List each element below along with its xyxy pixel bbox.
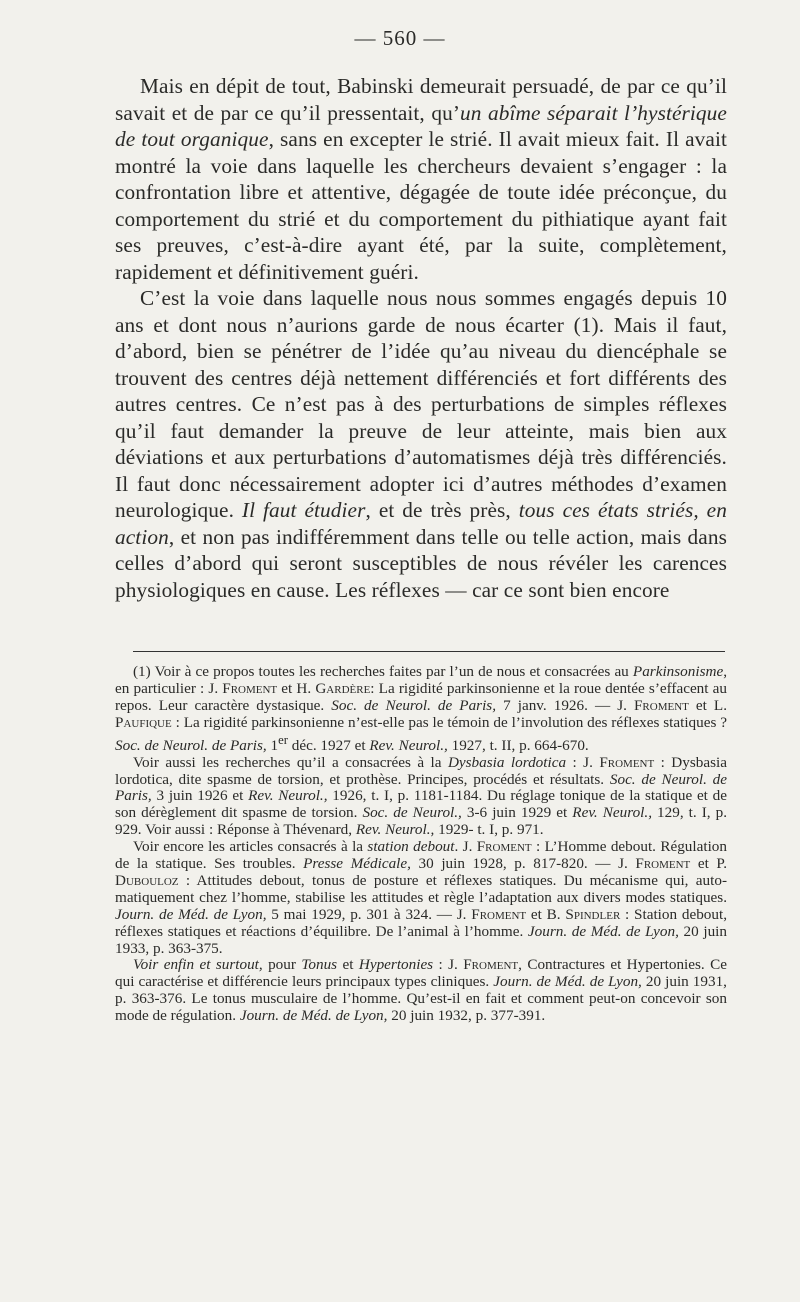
text-run: Mais en dépit de tout, Babinski demeurait persuadé, de par ce qu’il savait et de par ce qu’il pressentait, qu’ — [115, 74, 727, 125]
italic-run: Journ. de Méd. de Lyon, — [527, 922, 679, 940]
author-name: Froment — [222, 679, 278, 697]
text-run: 30 juin 1928, p. 817-820. — J. — [410, 855, 636, 873]
text-run: . J. — [454, 838, 477, 856]
italic-run: Soc. de Neurol., — [362, 804, 462, 822]
text-run: 1929- t. I, p. 971. — [434, 821, 544, 839]
text-run: 3 juin 1926 et — [151, 787, 249, 805]
italic-run: Journ. de Méd. de Lyon, — [493, 973, 642, 991]
text-run: Voir aussi les recherches qu’il a consacrées à la — [133, 753, 448, 771]
paragraph-1 — [115, 73, 727, 285]
italic-run: Tonus — [301, 956, 338, 974]
author-name: Froment — [635, 855, 691, 873]
text-run: et L. — [688, 696, 727, 714]
text-run: , en particulier : J. — [115, 663, 727, 697]
text-run: , Contractures et Hypertonies. Ce qui caractérise et différencie leurs principaux types cliniques. — [115, 956, 727, 991]
italic-run: Parkinsonisme — [632, 663, 724, 680]
text-run: 1 — [266, 736, 279, 754]
italic-run: station debout — [367, 838, 455, 856]
superscript: er — [278, 732, 288, 747]
author-name: Froment — [599, 753, 655, 771]
author-name: Gardère — [315, 679, 371, 697]
main-text — [115, 73, 727, 603]
text-run: , et non pas indifféremment dans telle ou telle action, mais dans celles d’abord qui seront susceptibles de nous révéler les carences physiologiques en cause. Les réflexes — car ce sont bien encore — [115, 524, 727, 602]
italic-run: Soc. de Neurol. de Paris, — [331, 696, 497, 714]
italic-run: Presse Médicale, — [303, 855, 411, 873]
footnote-separator — [133, 651, 725, 652]
italic-run: Voir enfin et surtout, — [133, 956, 263, 974]
italic-run: Rev. Neurol., — [355, 821, 435, 839]
text-run: 1927, t. II, p. 664-670. — [447, 736, 589, 754]
author-name: Froment — [471, 905, 527, 923]
italic-run: tous ces états striés, en action — [115, 498, 727, 549]
text-run: 20 juin 1932, p. 377-391. — [387, 1007, 546, 1025]
italic-run: Journ. de Méd. de Lyon, — [239, 1007, 388, 1025]
author-name: Froment — [633, 696, 689, 714]
text-run: C’est la voie dans laquelle nous nous sommes engagés depuis 10 ans et dont nous n’aurions garde de nous écarter (1). Mais il faut, d’abord, bien se pénétrer de l’idée qu’au niveau du diencéphale se trouvent des centres déjà nettement différenciés et fort différents des autres centres. Ce n’est pas à des perturbations de simples réflexes qu’il faut demander la preuve de leur atteinte, mais bien aux déviations et aux perturbations d’automatismes déjà très différenciés. Il faut donc nécessairement adopter ici d’autres méthodes d’examen neurologique. — [115, 286, 727, 522]
italic-run: Il faut étudier — [241, 498, 366, 522]
text-run: et B. — [526, 905, 566, 923]
author-name: Dubouloz — [115, 871, 179, 889]
text-run: et P. — [690, 855, 727, 873]
footnote-2 — [115, 755, 727, 840]
author-name: Froment — [476, 838, 532, 856]
italic-run: Rev. Neurol., — [369, 736, 448, 754]
text-run: : L’Homme debout. Régulation de la statique. Ses troubles. — [115, 838, 727, 873]
author-name: Paufique — [115, 713, 172, 731]
footnote-4 — [115, 957, 727, 1025]
italic-run: Hypertonies — [358, 956, 434, 974]
italic-run: Dysbasia lordotica — [447, 753, 567, 771]
text-run: : La rigidité parkinsonienne et la roue dentée s’effacent au repos. Leur caractère dystasique. — [115, 679, 727, 714]
text-run: 129, t. I, p. 929. Voir aussi : Réponse à Thévenard, — [115, 804, 728, 839]
text-run: 5 mai 1929, p. 301 à 324. — J. — [266, 905, 472, 923]
page-number: — 560 — — [354, 26, 446, 50]
text-run: : J. — [433, 956, 464, 974]
text-run: 20 juin 1933, p. 363-375. — [115, 922, 727, 957]
italic-run: Soc. de Neurol. de Paris, — [115, 770, 727, 805]
text-run: : J. — [566, 753, 600, 771]
text-run: : Dysbasia lordotica, dite spasme de torsion, et prothèse. Principes, procédés et résultats. — [115, 753, 727, 788]
text-run: 7 janv. 1926. — J. — [496, 696, 634, 714]
text-run: : La rigidité parkinsonienne n’est-elle pas le témoin de l’involution des réflexes statiques ? — [171, 713, 727, 731]
author-name: Spindler — [565, 905, 621, 923]
text-run: , et de très près, — [365, 498, 519, 522]
text-run: (1) Voir à ce propos toutes les recherches faites par l’un de nous et consacrées au — [133, 663, 633, 680]
text-run: 3-6 juin 1929 et — [461, 804, 573, 822]
text-run: 1926, t. I, p. 1181-1184. Du réglage tonique de la statique et de son dérèglement dit spasme de torsion. — [115, 787, 728, 822]
text-run: et H. — [277, 679, 316, 697]
text-run: Voir encore les articles consacrés à la — [133, 838, 368, 856]
footnote-1 — [115, 664, 727, 755]
text-run: déc. 1927 et — [287, 736, 370, 754]
text-run: pour — [262, 956, 302, 974]
text-run: , sans en excepter le strié. Il avait mieux fait. Il avait montré la voie dans laquelle les chercheurs devaient s’engager : la confrontation libre et attentive, dégagée de toute idée préconçue, du comportement du strié et du comportement du pithiatique ayant fait ses preuves, c’est-à-dire ayant été, par la suite, complètement, rapidement et définitivement guéri. — [115, 127, 728, 284]
text-run: 20 juin 1931, p. 363-376. Le tonus musculaire de l’homme. Qu’est-il en fait et comment peut-on concevoir son mode de régulation. — [115, 973, 727, 1025]
text-run: et — [337, 956, 359, 974]
italic-run: Rev. Neurol., — [248, 787, 328, 805]
italic-run: un abîme séparait l’hystérique de tout organique — [115, 100, 727, 151]
italic-run: Journ. de Méd. de Lyon, — [115, 905, 267, 923]
author-name: Froment — [463, 956, 519, 974]
italic-run: Soc. de Neurol. de Paris, — [115, 736, 267, 754]
text-run: : Attitudes debout, tonus de posture et réflexes statiques. Du mécanisme qui, automatiquement chez l’homme, stabilise les attitudes et règle l’adaptation aux divers modes statiques. — [115, 871, 727, 906]
paragraph-2 — [115, 285, 727, 603]
italic-run: Rev. Neurol., — [572, 804, 652, 822]
footnote-3 — [115, 839, 727, 957]
text-run: : Station debout, réflexes statiques et réactions d’équilibre. De l’animal à l’homme. — [115, 905, 728, 940]
footnotes — [115, 664, 727, 1025]
